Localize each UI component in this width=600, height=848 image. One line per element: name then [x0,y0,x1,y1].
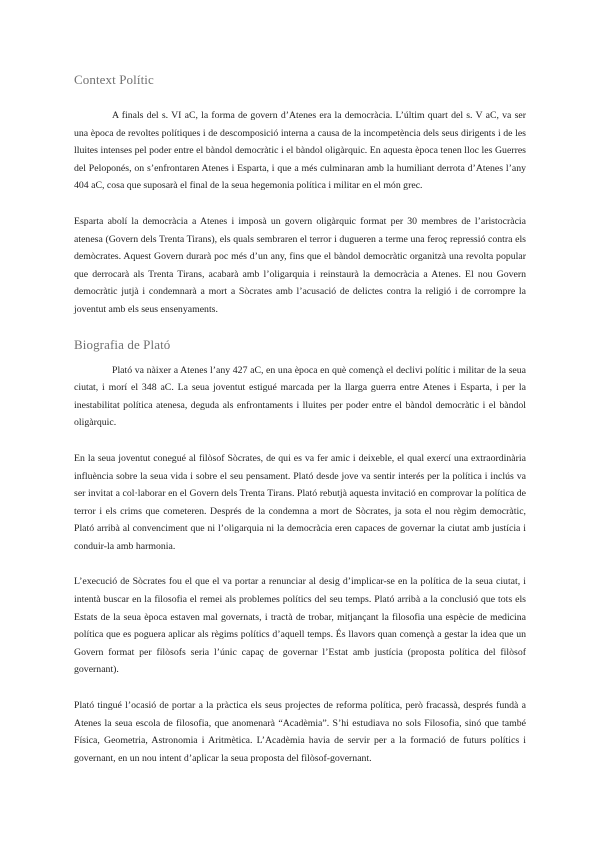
document-body [74,72,526,785]
paragraph: Plató va nàixer a Atenes l’any 427 aC, en una època en què començà el declivi polític i militar de la seua ciutat, i morí el 348 aC. La seua joventut estigué marcada per la llarga guerra entre Atenes i Esparta, i per la inestabilitat política atenesa, deguda als enfrontaments i lluites per poder entre el bàndol democràtic i el bàndol oligàrquic. [74,364,526,429]
section-heading-biography: Biografia de Plató [74,336,171,352]
paragraph: En la seua joventut conegué al filòsof Sòcrates, de qui es va fer amic i deixeble, el qual exercí una extraordinària influència sobre la seua vida i sobre el seu pensament. Plató desde jove va sentir interés per la política i inclús va ser invitat a col·laborar en el Govern dels Trenta Tirans. Plató rebutjà aquesta invitació en comprovar la política de terror i els crims que cometeren. Després de la condemna a mort de Sòcrates, ja sota el nou règim democràtic, Plató arribà al convenciment que ni l’oligarquia ni la democràcia eren capaces de governar la ciutat amb justícia i conduir-la amb harmonia. [74,452,526,552]
paragraph: L’execució de Sòcrates fou el que el va portar a renunciar al desig d’implicar-se en la política de la seua ciutat, i intentà buscar en la filosofia el remei als problemes polítics del seu temps. Plató arribà a la conclusió que tots els Estats de la seua època estaven mal governats, i tractà de trobar, mitjançant la filosofia una espècie de medicina política que es poguera aplicar als règims polítics d’aquell temps. És llavors quan començà a gestar la idea que un Govern format per filòsofs seria l’únic capaç de governar l’Estat amb justícia (proposta política del filòsof governant). [74,576,526,676]
paragraph: Plató tingué l’ocasió de portar a la pràctica els seus projectes de reforma política, però fracassà, després fundà a Atenes la seua escola de filosofia, que anomenarà “Acadèmia”. S’hi estudiava no sols Filosofia, sinó que també Física, Geometria, Astronomia i Aritmètica. L’Acadèmia havia de servir per a la formació de futurs polítics i governant, en un nou intent d’aplicar la seua proposta del filòsof-governant. [74,700,526,764]
paragraph: Esparta abolí la democràcia a Atenes i imposà un govern oligàrquic format per 30 membres de l’aristocràcia atenesa (Govern dels Trenta Tirans), els quals sembraren el terror i dugueren a terme una feroç repressió contra els demòcrates. Aquest Govern durarà poc més d’un any, fins que el bàndol democràtic organitzà una revolta popular que derrocarà als Trenta Tirans, acabarà amb l’oligarquia i reinstaurà la democràcia a Atenes. El nou Govern democràtic jutjà i condemnarà a mort a Sòcrates amb l’acusació de delictes contra la religió i de corrompre la joventut amb els seus ensenyaments. [74,215,526,315]
section-heading-context: Context Polític [74,72,154,87]
paragraph: A finals del s. VI aC, la forma de govern d’Atenes era la democràcia. L’últim quart del s. V aC, va ser una època de revoltes polítiques i de descomposició interna a causa de la incompetència dels seus dirigents i de les lluites intenses pel poder entre el bàndol democràtic i el bàndol oligàrquic. En aquesta època tenen lloc les Guerres del Peloponés, on s’enfrontaren Atenes i Esparta, i que a més culminaran amb la humiliant derrota d’Atenes l’any 404 aC, cosa que suposarà el final de la seua hegemonia política i militar en el món grec. [74,110,526,192]
